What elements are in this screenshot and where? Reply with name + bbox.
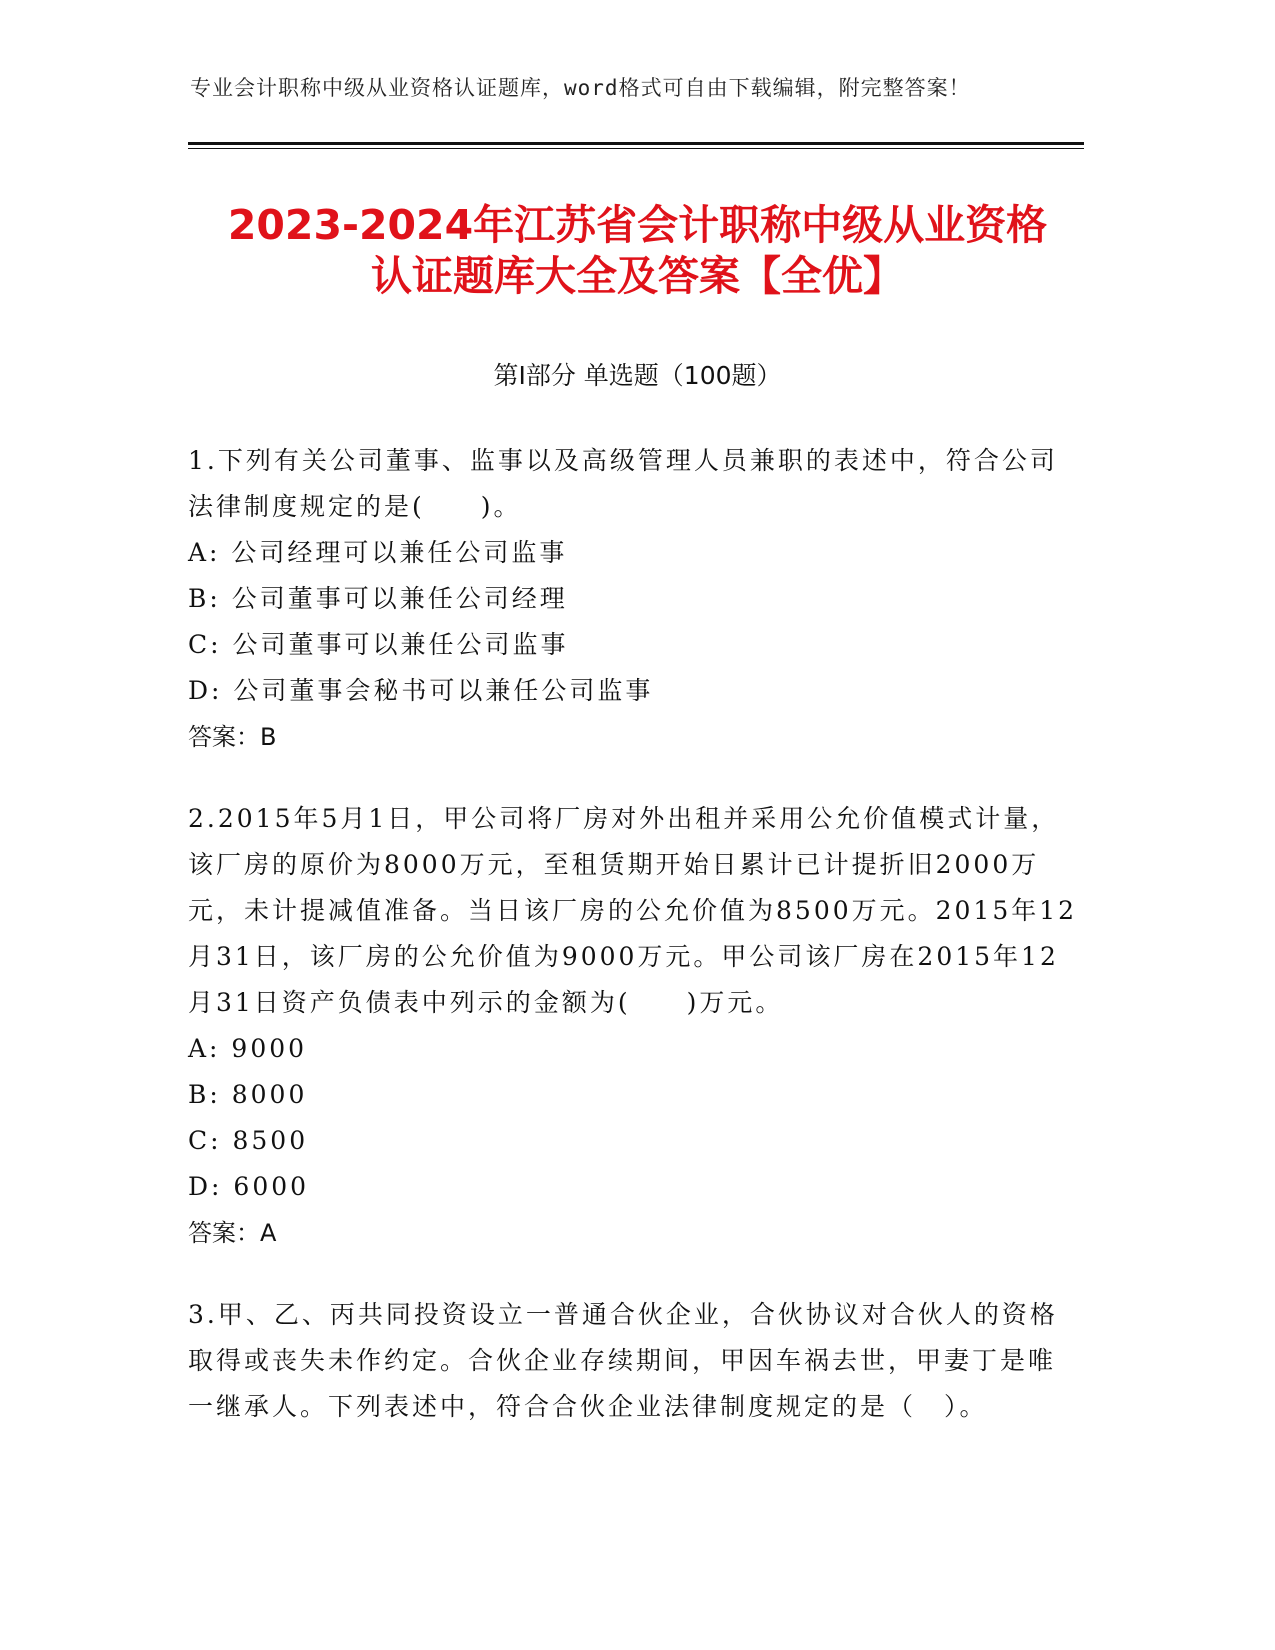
- question-2: [188, 796, 1078, 1256]
- answer: 答案：A: [188, 1219, 277, 1247]
- option-b: B: 公司董事可以兼任公司经理: [188, 584, 568, 613]
- option-a: A: 9000: [188, 1034, 308, 1063]
- option-c: C: 8500: [188, 1126, 309, 1155]
- option-d: D: 6000: [188, 1172, 310, 1201]
- document-title-line-2: 认证题库大全及答案【全优】: [371, 252, 904, 300]
- option-a: A: 公司经理可以兼任公司监事: [188, 538, 568, 567]
- question-stem: 3.甲、乙、丙共同投资设立一普通合伙企业，合伙协议对合伙人的资格取得或丧失未作约定。合伙企业存续期间，甲因车祸去世，甲妻丁是唯一继承人。下列表述中，符合合伙企业法律制度规定的是（ ）。: [188, 1300, 1058, 1421]
- section-title: 第I部分 单选题（100题）: [493, 361, 782, 390]
- question-list: [188, 438, 1078, 1466]
- question-3: [188, 1292, 1078, 1430]
- question-stem: 2.2015年5月1日，甲公司将厂房对外出租并采用公允价值模式计量，该厂房的原价为8000万元，至租赁期开始日累计已计提折旧2000万元，未计提减值准备。当日该厂房的公允价值为8500万元。2015年12月31日，该厂房的公允价值为9000万元。甲公司该厂房在2015年12月31日资产负债表中列示的金额为( )万元。: [188, 804, 1078, 1017]
- document-title-line-1: 2023-2024年江苏省会计职称中级从业资格: [227, 201, 1048, 249]
- question-1: [188, 438, 1078, 760]
- document-title: [160, 200, 1115, 302]
- header-note: 专业会计职称中级从业资格认证题库，word格式可自由下载编辑，附完整答案！: [190, 76, 971, 100]
- option-c: C: 公司董事可以兼任公司监事: [188, 630, 569, 659]
- question-stem: 1.下列有关公司董事、监事以及高级管理人员兼职的表述中，符合公司法律制度规定的是( )。: [188, 446, 1058, 521]
- option-b: B: 8000: [188, 1080, 308, 1109]
- header-divider-thick: [188, 142, 1084, 145]
- header-divider-thin: [188, 148, 1084, 149]
- option-d: D: 公司董事会秘书可以兼任公司监事: [188, 676, 654, 705]
- answer: 答案：B: [188, 723, 277, 751]
